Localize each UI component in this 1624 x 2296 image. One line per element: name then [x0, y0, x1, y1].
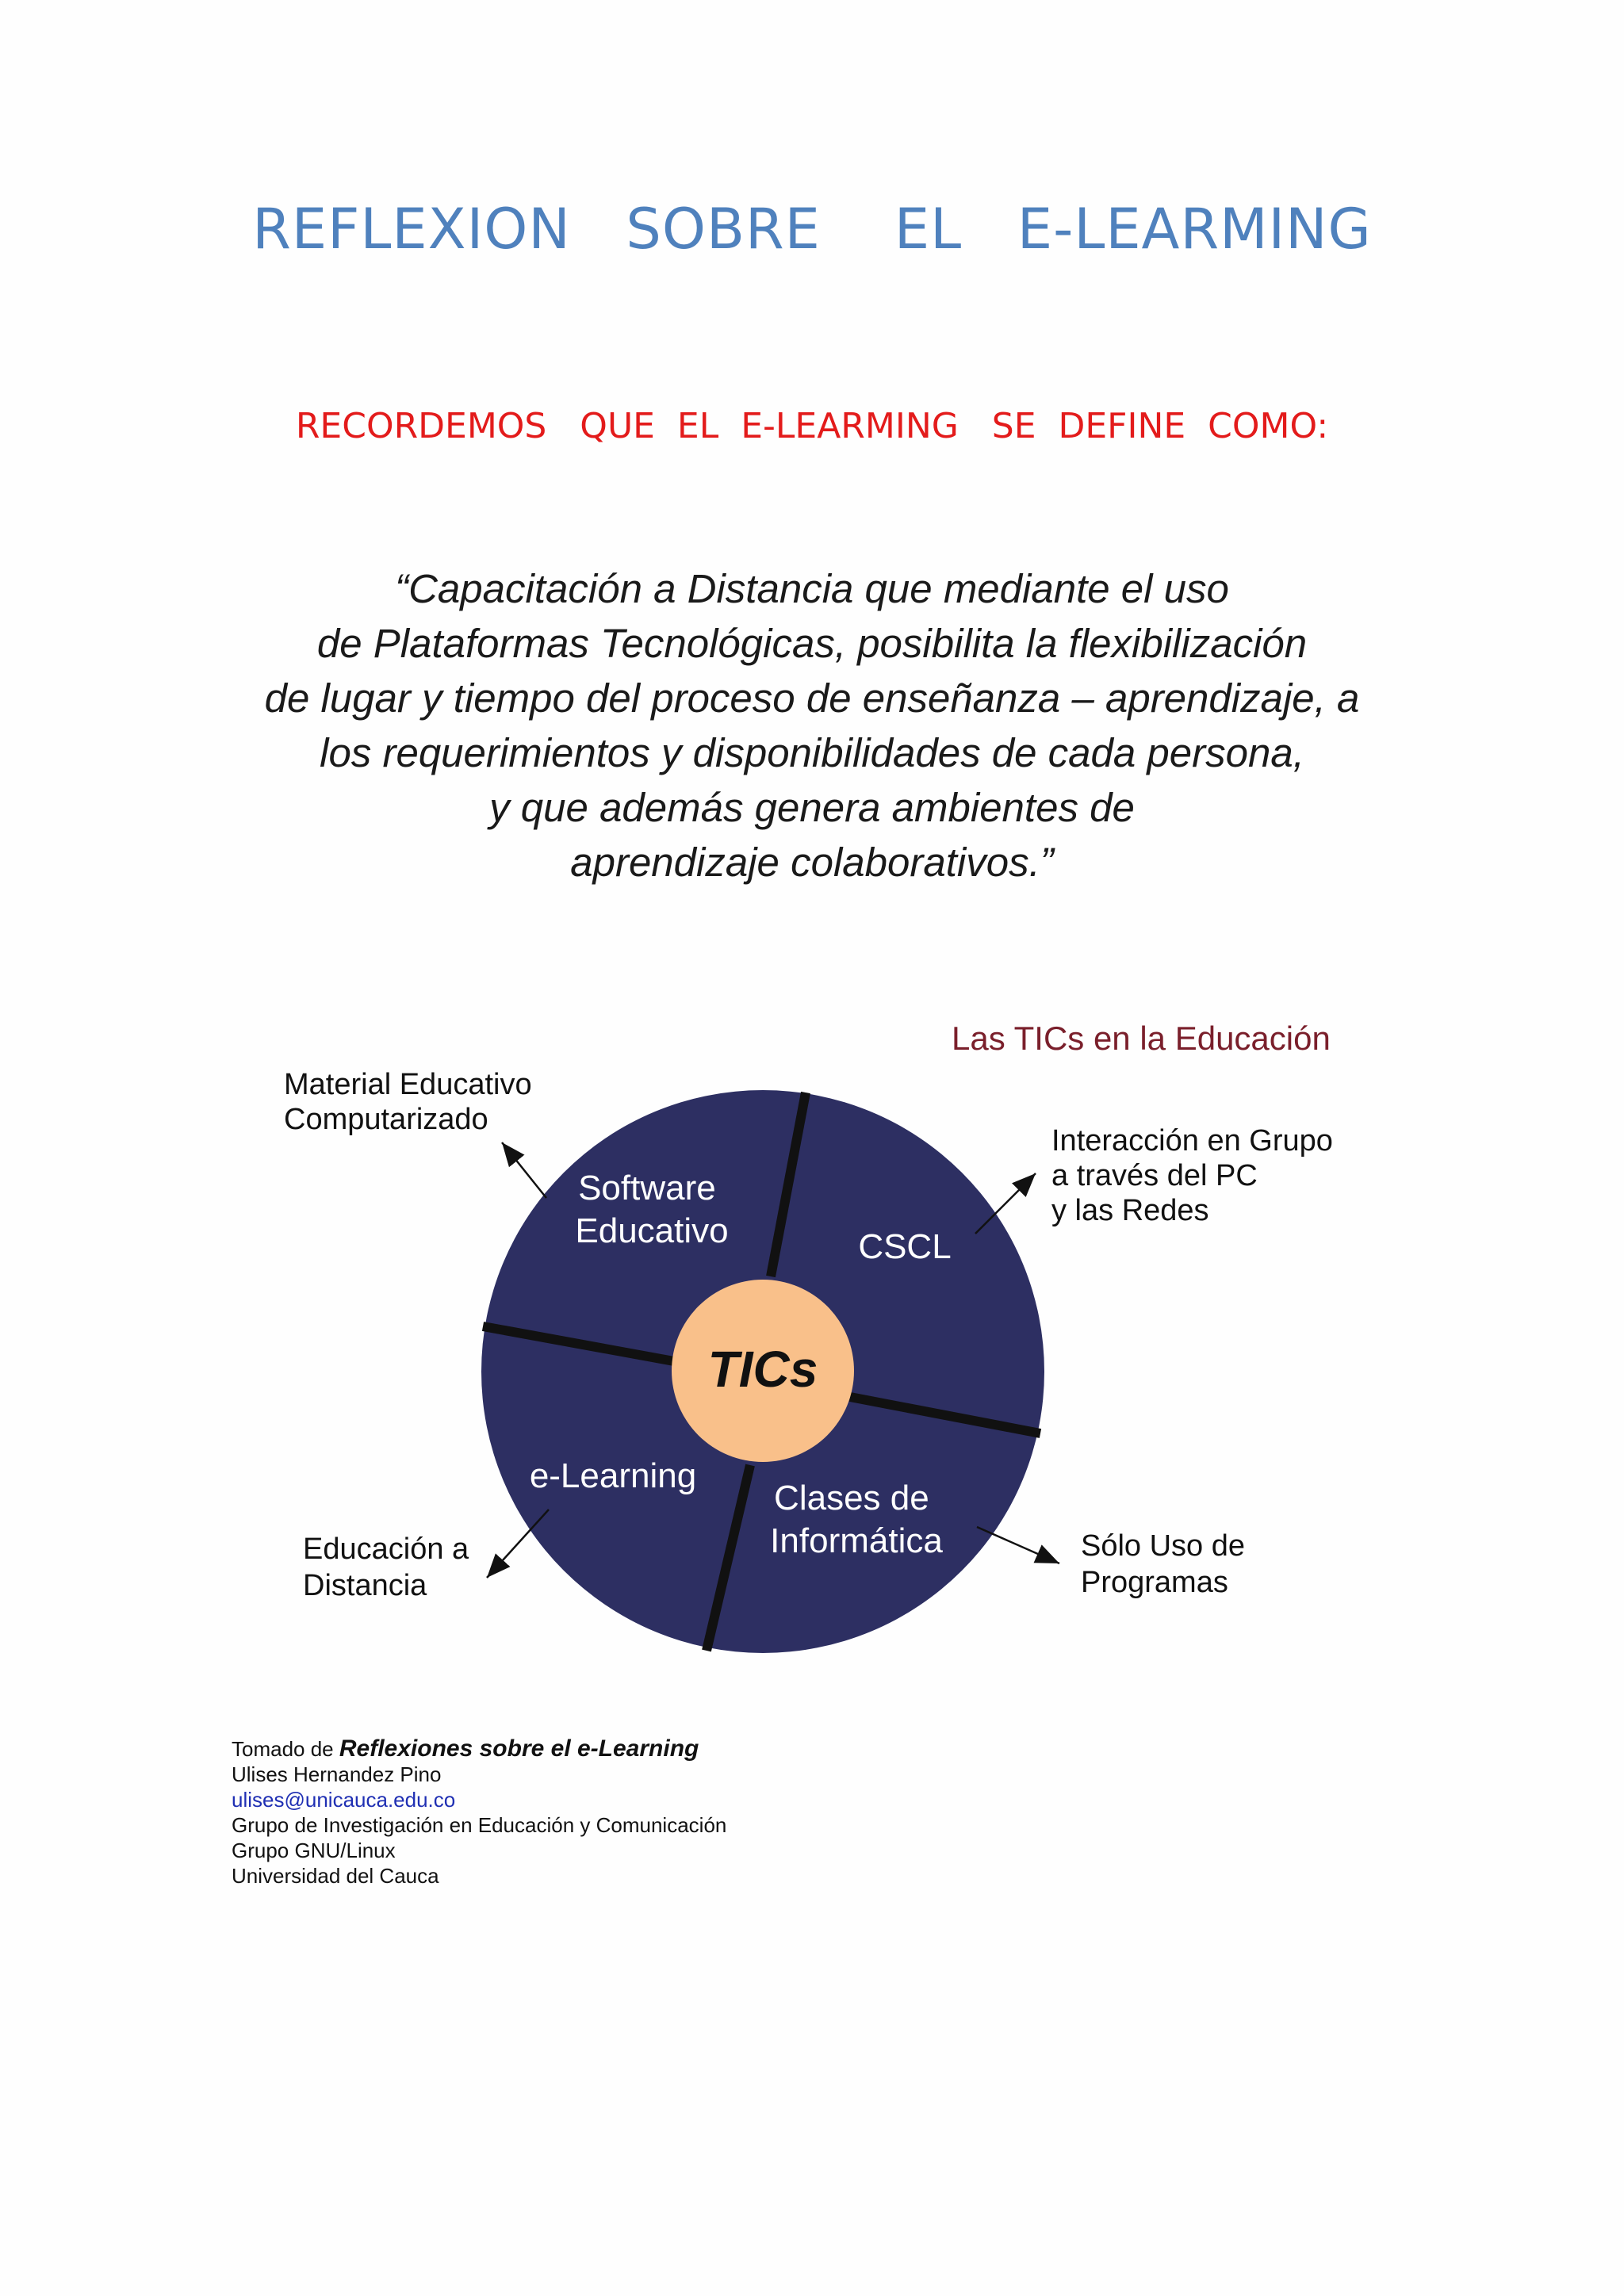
linux-group: Grupo GNU/Linux [232, 1839, 396, 1862]
callout-text: Sólo Uso de Programas [1081, 1529, 1246, 1599]
callout-arrow [502, 1142, 546, 1198]
source-line [232, 1736, 726, 1762]
page-subtitle: RECORDEMOS QUE EL E-LEARMING SE DEFINE COMO: [295, 406, 1329, 446]
quote-line: y que además genera ambientes de [489, 785, 1135, 830]
quote-line: aprendizaje colaborativos.” [570, 840, 1054, 885]
callout-text: Interacción en Grupo a través del PC y las Redes [1051, 1124, 1333, 1227]
definition-quote [79, 561, 1545, 890]
tics-diagram [0, 999, 1624, 1681]
quote-line: de Plataformas Tecnológicas, posibilita la flexibilización [316, 621, 1308, 666]
source-title: Reflexiones sobre el e-Learning [339, 1735, 699, 1762]
segment-label: e-Learning [529, 1456, 697, 1495]
segment-label: Clases de Informática [770, 1479, 943, 1560]
source-prefix: Tomado de [232, 1737, 339, 1761]
university-name: Universidad del Cauca [232, 1864, 439, 1888]
quote-line: los requerimientos y disponibilidades de cada persona, [320, 730, 1304, 775]
research-group: Grupo de Investigación en Educación y Comunicación [232, 1813, 727, 1837]
callout-text: Material Educativo Computarizado [284, 1068, 532, 1136]
author-name: Ulises Hernandez Pino [232, 1762, 442, 1786]
diagram-heading: Las TICs en la Educación [952, 1020, 1331, 1057]
callout-arrow [487, 1510, 549, 1578]
source-footer [232, 1736, 726, 1888]
author-email-link[interactable]: ulises@unicauca.edu.co [232, 1788, 456, 1812]
callout-text: Educación a Distancia [303, 1533, 469, 1602]
quote-line: de lugar y tiempo del proceso de enseñanza – aprendizaje, a [264, 675, 1360, 721]
segment-label: CSCL [858, 1227, 952, 1266]
center-label: TICs [707, 1341, 818, 1398]
segment-label: Software Educativo [575, 1169, 729, 1250]
callout-arrow [977, 1527, 1059, 1563]
page-title: REFLEXION SOBRE EL E-LEARMING [252, 197, 1372, 262]
quote-line: “Capacitación a Distancia que mediante el uso [395, 566, 1229, 611]
